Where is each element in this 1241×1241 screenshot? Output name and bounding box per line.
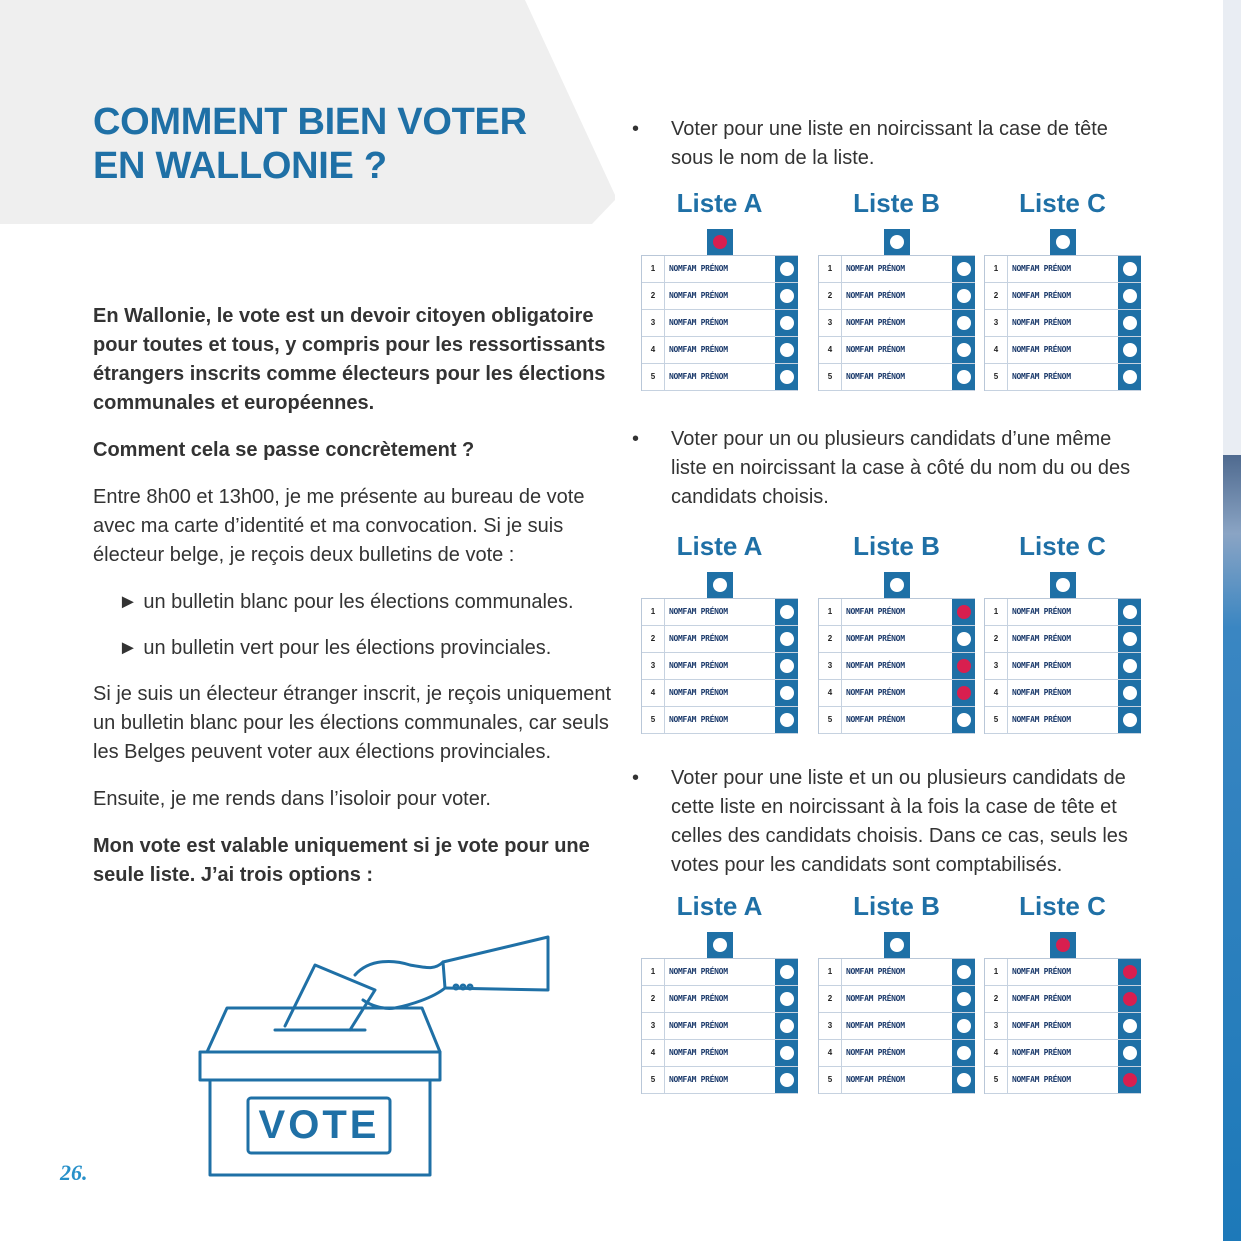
candidate-name: NOMFAM PRÉNOM	[846, 715, 905, 724]
candidate-vote-box	[952, 707, 975, 733]
candidate-name: NOMFAM PRÉNOM	[846, 1021, 905, 1030]
candidate-vote-box	[775, 1040, 798, 1066]
candidate-name: NOMFAM PRÉNOM	[1012, 291, 1071, 300]
candidate-number: 5	[642, 707, 665, 733]
candidate-row	[985, 986, 1140, 1013]
candidate-row	[819, 256, 974, 283]
candidate-row	[642, 1040, 797, 1067]
candidate-row	[819, 337, 974, 364]
empty-circle-icon	[780, 370, 794, 384]
candidate-vote-box	[952, 1040, 975, 1066]
empty-circle-icon	[780, 1019, 794, 1033]
candidate-name: NOMFAM PRÉNOM	[846, 264, 905, 273]
candidate-name: NOMFAM PRÉNOM	[1012, 345, 1071, 354]
candidate-number: 4	[985, 337, 1008, 363]
candidate-name: NOMFAM PRÉNOM	[669, 634, 728, 643]
candidate-vote-box	[1118, 599, 1141, 625]
candidate-row	[819, 310, 974, 337]
right-edge-strip	[1223, 0, 1241, 1241]
candidate-row	[642, 959, 797, 986]
candidate-name: NOMFAM PRÉNOM	[669, 1021, 728, 1030]
candidate-row	[819, 1067, 974, 1094]
candidate-vote-box	[1118, 1040, 1141, 1066]
candidate-number: 4	[642, 680, 665, 706]
candidate-vote-box	[1118, 1013, 1141, 1039]
filled-circle-icon	[1123, 992, 1137, 1006]
candidate-number: 4	[642, 337, 665, 363]
candidate-row	[985, 364, 1140, 391]
list-head-box	[1050, 229, 1076, 255]
empty-circle-icon	[780, 289, 794, 303]
candidate-number: 5	[985, 364, 1008, 390]
candidate-vote-box	[775, 653, 798, 679]
candidate-row	[985, 283, 1140, 310]
candidate-name: NOMFAM PRÉNOM	[669, 688, 728, 697]
candidate-rows	[641, 958, 798, 1094]
filled-circle-icon	[1123, 965, 1137, 979]
candidate-vote-box	[952, 256, 975, 282]
filled-circle-icon	[957, 605, 971, 619]
filled-circle-icon	[957, 659, 971, 673]
ballot-box-illustration	[195, 930, 555, 1180]
candidate-number: 4	[819, 337, 842, 363]
candidate-row	[819, 1040, 974, 1067]
candidate-vote-box	[952, 283, 975, 309]
ballot-liste-a	[641, 185, 798, 400]
candidate-vote-box	[775, 959, 798, 985]
empty-circle-icon	[713, 578, 727, 592]
candidate-number: 2	[642, 626, 665, 652]
empty-circle-icon	[957, 343, 971, 357]
candidate-vote-box	[775, 310, 798, 336]
candidate-vote-box	[1118, 256, 1141, 282]
candidate-number: 5	[642, 364, 665, 390]
candidate-vote-box	[1118, 626, 1141, 652]
arrow-item-green-ballot: ► un bulletin vert pour les élections provinciales.	[118, 637, 552, 659]
list-name: Liste B	[853, 891, 940, 921]
candidate-vote-box	[952, 986, 975, 1012]
candidate-row	[819, 959, 974, 986]
empty-circle-icon	[1123, 686, 1137, 700]
candidate-name: NOMFAM PRÉNOM	[1012, 661, 1071, 670]
bullet-icon: •	[632, 118, 640, 140]
candidate-vote-box	[775, 337, 798, 363]
candidate-row	[985, 1067, 1140, 1094]
list-head-box	[707, 229, 733, 255]
list-name: Liste A	[676, 188, 763, 218]
intro-paragraph: En Wallonie, le vote est un devoir citoyen obligatoire pour toutes et tous, y compris pour les ressortissants étrangers inscrits comme électeurs pour les élections communales et européennes.	[93, 305, 606, 414]
empty-circle-icon	[957, 289, 971, 303]
candidate-number: 5	[819, 364, 842, 390]
candidate-rows	[984, 255, 1141, 391]
candidate-row	[819, 1013, 974, 1040]
list-head-box	[707, 572, 733, 598]
empty-circle-icon	[1123, 370, 1137, 384]
candidate-row	[985, 653, 1140, 680]
list-head-box	[884, 229, 910, 255]
candidate-row	[819, 653, 974, 680]
list-name: Liste A	[676, 531, 763, 561]
candidate-name: NOMFAM PRÉNOM	[846, 291, 905, 300]
list-head-box	[1050, 932, 1076, 958]
filled-circle-icon	[1123, 1073, 1137, 1087]
empty-circle-icon	[780, 343, 794, 357]
candidate-number: 3	[819, 1013, 842, 1039]
empty-circle-icon	[780, 965, 794, 979]
candidate-vote-box	[952, 599, 975, 625]
filled-circle-icon	[713, 235, 727, 249]
candidate-row	[985, 337, 1140, 364]
candidate-number: 1	[985, 959, 1008, 985]
ballot-group-3	[641, 888, 1141, 1103]
empty-circle-icon	[780, 686, 794, 700]
list-name: Liste B	[853, 531, 940, 561]
candidate-vote-box	[952, 959, 975, 985]
candidate-rows	[984, 598, 1141, 734]
empty-circle-icon	[1123, 659, 1137, 673]
ballot-group-2	[641, 528, 1141, 743]
empty-circle-icon	[780, 262, 794, 276]
candidate-vote-box	[952, 364, 975, 390]
candidate-row	[819, 626, 974, 653]
candidate-row	[819, 680, 974, 707]
option-3	[632, 764, 1152, 880]
candidate-number: 1	[819, 256, 842, 282]
empty-circle-icon	[780, 1073, 794, 1087]
empty-circle-icon	[890, 235, 904, 249]
empty-circle-icon	[957, 965, 971, 979]
arrow-item-white-ballot: ► un bulletin blanc pour les élections communales.	[118, 591, 574, 613]
candidate-name: NOMFAM PRÉNOM	[669, 967, 728, 976]
candidate-rows	[641, 598, 798, 734]
list-head-box	[707, 932, 733, 958]
left-column	[93, 302, 613, 908]
candidate-name: NOMFAM PRÉNOM	[846, 994, 905, 1003]
option-2	[632, 425, 1152, 512]
candidate-name: NOMFAM PRÉNOM	[846, 1048, 905, 1057]
candidate-name: NOMFAM PRÉNOM	[669, 994, 728, 1003]
candidate-number: 4	[985, 1040, 1008, 1066]
candidate-number: 4	[819, 680, 842, 706]
empty-circle-icon	[890, 578, 904, 592]
empty-circle-icon	[1056, 235, 1070, 249]
candidate-vote-box	[1118, 310, 1141, 336]
candidate-name: NOMFAM PRÉNOM	[1012, 1021, 1071, 1030]
candidate-rows	[818, 255, 975, 391]
candidate-name: NOMFAM PRÉNOM	[1012, 967, 1071, 976]
list-head-box	[884, 572, 910, 598]
page-number: 26.	[60, 1160, 88, 1185]
candidate-name: NOMFAM PRÉNOM	[669, 1075, 728, 1084]
candidate-row	[642, 626, 797, 653]
candidate-number: 3	[642, 310, 665, 336]
candidate-name: NOMFAM PRÉNOM	[669, 661, 728, 670]
candidate-vote-box	[775, 680, 798, 706]
list-head-box	[884, 932, 910, 958]
candidate-vote-box	[1118, 653, 1141, 679]
candidate-rows	[818, 958, 975, 1094]
candidate-name: NOMFAM PRÉNOM	[1012, 372, 1071, 381]
candidate-vote-box	[952, 337, 975, 363]
empty-circle-icon	[780, 713, 794, 727]
candidate-number: 1	[642, 959, 665, 985]
candidate-rows	[641, 255, 798, 391]
empty-circle-icon	[1056, 578, 1070, 592]
list-name: Liste C	[1019, 188, 1106, 218]
candidate-name: NOMFAM PRÉNOM	[846, 1075, 905, 1084]
candidate-vote-box	[952, 680, 975, 706]
candidate-rows	[818, 598, 975, 734]
candidate-number: 3	[819, 310, 842, 336]
empty-circle-icon	[957, 992, 971, 1006]
candidate-number: 2	[819, 626, 842, 652]
candidate-number: 2	[819, 283, 842, 309]
candidate-row	[642, 337, 797, 364]
candidate-vote-box	[1118, 986, 1141, 1012]
candidate-number: 3	[642, 1013, 665, 1039]
candidate-name: NOMFAM PRÉNOM	[1012, 1048, 1071, 1057]
option-2-text: Voter pour un ou plusieurs candidats d’une même liste en noircissant la case à côté du nom du ou des candidats choisis.	[671, 428, 1131, 508]
candidate-row	[819, 599, 974, 626]
candidate-vote-box	[1118, 364, 1141, 390]
candidate-name: NOMFAM PRÉNOM	[1012, 607, 1071, 616]
candidate-number: 5	[985, 707, 1008, 733]
vote-box-label: VOTE	[258, 1103, 380, 1147]
candidate-row	[819, 986, 974, 1013]
candidate-name: NOMFAM PRÉNOM	[1012, 1075, 1071, 1084]
candidate-number: 4	[819, 1040, 842, 1066]
candidate-number: 5	[985, 1067, 1008, 1093]
empty-circle-icon	[1123, 289, 1137, 303]
ballot-liste-a	[641, 528, 798, 743]
candidate-name: NOMFAM PRÉNOM	[669, 291, 728, 300]
candidate-number: 4	[985, 680, 1008, 706]
empty-circle-icon	[957, 713, 971, 727]
candidate-vote-box	[775, 986, 798, 1012]
empty-circle-icon	[1123, 1019, 1137, 1033]
candidate-number: 3	[985, 1013, 1008, 1039]
option-3-text: Voter pour une liste et un ou plusieurs candidats de cette liste en noircissant à la fois la case de tête et celles des candidats choisis. Dans ce cas, seuls les votes pour les candidats sont comptabilisés.	[671, 767, 1128, 876]
empty-circle-icon	[780, 1046, 794, 1060]
empty-circle-icon	[780, 992, 794, 1006]
candidate-row	[642, 986, 797, 1013]
empty-circle-icon	[1123, 262, 1137, 276]
ballot-liste-b	[818, 528, 975, 743]
empty-circle-icon	[780, 632, 794, 646]
ballot-liste-c	[984, 185, 1141, 400]
empty-circle-icon	[1123, 1046, 1137, 1060]
candidate-number: 2	[642, 283, 665, 309]
candidate-row	[985, 959, 1140, 986]
candidate-row	[642, 599, 797, 626]
list-head-box	[1050, 572, 1076, 598]
ballot-liste-b	[818, 185, 975, 400]
candidate-rows	[984, 958, 1141, 1094]
candidate-number: 1	[985, 599, 1008, 625]
candidate-row	[985, 680, 1140, 707]
candidate-row	[985, 256, 1140, 283]
candidate-name: NOMFAM PRÉNOM	[669, 318, 728, 327]
candidate-row	[985, 599, 1140, 626]
candidate-row	[819, 283, 974, 310]
candidate-row	[985, 310, 1140, 337]
candidate-number: 5	[642, 1067, 665, 1093]
candidate-vote-box	[775, 707, 798, 733]
candidate-name: NOMFAM PRÉNOM	[669, 372, 728, 381]
candidate-name: NOMFAM PRÉNOM	[846, 688, 905, 697]
sea-photo-strip	[1223, 455, 1241, 1241]
candidate-name: NOMFAM PRÉNOM	[846, 372, 905, 381]
empty-circle-icon	[957, 370, 971, 384]
candidate-row	[642, 283, 797, 310]
candidate-number: 1	[819, 959, 842, 985]
empty-circle-icon	[1123, 713, 1137, 727]
booth-paragraph: Ensuite, je me rends dans l’isoloir pour voter.	[93, 788, 491, 810]
title-line-2: EN WALLONIE ?	[93, 145, 387, 187]
empty-circle-icon	[780, 659, 794, 673]
candidate-number: 3	[642, 653, 665, 679]
candidate-name: NOMFAM PRÉNOM	[846, 634, 905, 643]
option-1-text: Voter pour une liste en noircissant la case de tête sous le nom de la liste.	[671, 118, 1108, 169]
candidate-vote-box	[1118, 680, 1141, 706]
candidate-name: NOMFAM PRÉNOM	[846, 345, 905, 354]
filled-circle-icon	[957, 686, 971, 700]
candidate-number: 1	[642, 256, 665, 282]
candidate-vote-box	[952, 1067, 975, 1093]
empty-circle-icon	[957, 262, 971, 276]
candidate-name: NOMFAM PRÉNOM	[1012, 634, 1071, 643]
candidate-name: NOMFAM PRÉNOM	[1012, 715, 1071, 724]
candidate-name: NOMFAM PRÉNOM	[1012, 264, 1071, 273]
candidate-number: 3	[819, 653, 842, 679]
empty-circle-icon	[1123, 343, 1137, 357]
candidate-vote-box	[1118, 959, 1141, 985]
candidate-row	[642, 1013, 797, 1040]
list-name: Liste C	[1019, 891, 1106, 921]
candidate-name: NOMFAM PRÉNOM	[846, 661, 905, 670]
ballot-liste-c	[984, 888, 1141, 1103]
candidate-vote-box	[775, 626, 798, 652]
bullet-icon: •	[632, 767, 640, 789]
filled-circle-icon	[1056, 938, 1070, 952]
candidate-name: NOMFAM PRÉNOM	[669, 264, 728, 273]
candidate-row	[985, 626, 1140, 653]
candidate-row	[642, 310, 797, 337]
candidate-name: NOMFAM PRÉNOM	[846, 607, 905, 616]
candidate-vote-box	[1118, 337, 1141, 363]
empty-circle-icon	[1123, 316, 1137, 330]
question-heading: Comment cela se passe concrètement ?	[93, 439, 475, 461]
ballot-group-1	[641, 185, 1141, 400]
empty-circle-icon	[1123, 605, 1137, 619]
candidate-number: 1	[985, 256, 1008, 282]
candidate-number: 5	[819, 707, 842, 733]
candidate-name: NOMFAM PRÉNOM	[669, 715, 728, 724]
empty-circle-icon	[957, 1073, 971, 1087]
candidate-row	[819, 364, 974, 391]
candidate-vote-box	[1118, 283, 1141, 309]
candidate-row	[819, 707, 974, 734]
candidate-number: 1	[642, 599, 665, 625]
empty-circle-icon	[1123, 632, 1137, 646]
empty-circle-icon	[890, 938, 904, 952]
page-title	[93, 100, 527, 188]
candidate-vote-box	[952, 1013, 975, 1039]
candidate-row	[642, 707, 797, 734]
candidate-name: NOMFAM PRÉNOM	[846, 318, 905, 327]
candidate-number: 5	[819, 1067, 842, 1093]
candidate-name: NOMFAM PRÉNOM	[669, 345, 728, 354]
candidate-vote-box	[775, 364, 798, 390]
candidate-number: 2	[642, 986, 665, 1012]
candidate-vote-box	[775, 1013, 798, 1039]
empty-circle-icon	[780, 316, 794, 330]
candidate-vote-box	[952, 310, 975, 336]
list-name: Liste A	[676, 891, 763, 921]
candidate-row	[642, 256, 797, 283]
candidate-name: NOMFAM PRÉNOM	[1012, 318, 1071, 327]
candidate-number: 2	[985, 986, 1008, 1012]
list-name: Liste C	[1019, 531, 1106, 561]
empty-circle-icon	[713, 938, 727, 952]
candidate-vote-box	[775, 256, 798, 282]
conclusion-paragraph: Mon vote est valable uniquement si je vote pour une seule liste. J’ai trois options :	[93, 835, 590, 886]
candidate-number: 4	[642, 1040, 665, 1066]
candidate-row	[985, 707, 1140, 734]
ballot-liste-b	[818, 888, 975, 1103]
candidate-row	[642, 364, 797, 391]
candidate-number: 1	[819, 599, 842, 625]
candidate-row	[985, 1040, 1140, 1067]
candidate-number: 2	[985, 626, 1008, 652]
list-name: Liste B	[853, 188, 940, 218]
empty-circle-icon	[957, 1046, 971, 1060]
title-line-1: COMMENT BIEN VOTER	[93, 101, 527, 143]
candidate-name: NOMFAM PRÉNOM	[1012, 994, 1071, 1003]
candidate-vote-box	[1118, 1067, 1141, 1093]
candidate-name: NOMFAM PRÉNOM	[1012, 688, 1071, 697]
candidate-row	[642, 1067, 797, 1094]
candidate-number: 3	[985, 310, 1008, 336]
candidate-name: NOMFAM PRÉNOM	[669, 607, 728, 616]
candidate-number: 2	[985, 283, 1008, 309]
ballot-liste-c	[984, 528, 1141, 743]
candidate-vote-box	[1118, 707, 1141, 733]
ballot-liste-a	[641, 888, 798, 1103]
candidate-name: NOMFAM PRÉNOM	[846, 967, 905, 976]
bullet-icon: •	[632, 428, 640, 450]
option-1	[632, 115, 1152, 173]
candidate-row	[985, 1013, 1140, 1040]
empty-circle-icon	[957, 632, 971, 646]
candidate-vote-box	[952, 653, 975, 679]
candidate-vote-box	[952, 626, 975, 652]
candidate-vote-box	[775, 283, 798, 309]
foreign-voter-paragraph: Si je suis un électeur étranger inscrit, je reçois uniquement un bulletin blanc pour les élections communales, car seuls les Belges peuvent voter aux élections provinciales.	[93, 683, 612, 763]
candidate-number: 3	[985, 653, 1008, 679]
candidate-vote-box	[775, 1067, 798, 1093]
candidate-row	[642, 680, 797, 707]
candidate-name: NOMFAM PRÉNOM	[669, 1048, 728, 1057]
candidate-vote-box	[775, 599, 798, 625]
empty-circle-icon	[957, 1019, 971, 1033]
candidate-number: 2	[819, 986, 842, 1012]
procedure-paragraph: Entre 8h00 et 13h00, je me présente au bureau de vote avec ma carte d’identité et ma convocation. Si je suis électeur belge, je reçois deux bulletins de vote :	[93, 486, 585, 566]
empty-circle-icon	[957, 316, 971, 330]
candidate-row	[642, 653, 797, 680]
empty-circle-icon	[780, 605, 794, 619]
